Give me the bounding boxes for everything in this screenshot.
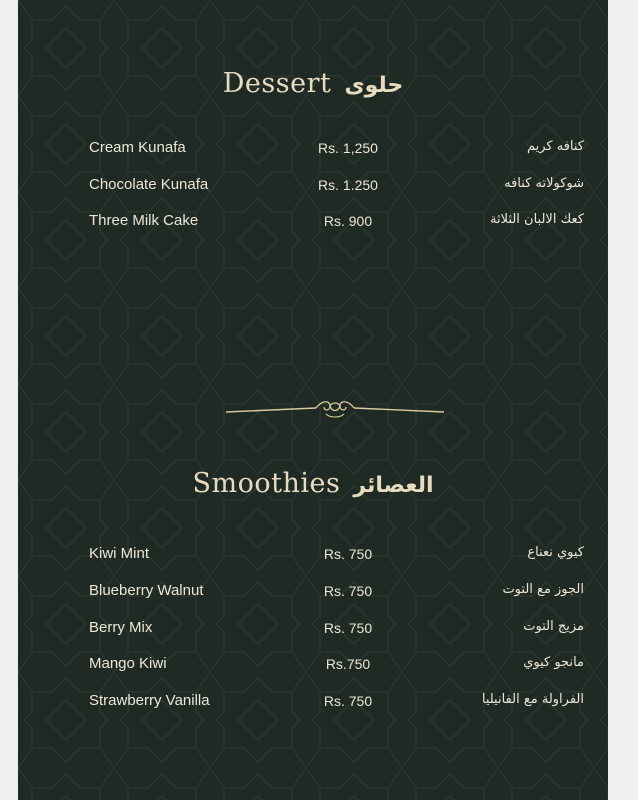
menu-item-row bbox=[18, 212, 608, 236]
menu-item-row bbox=[18, 582, 608, 606]
menu-item-row bbox=[18, 692, 608, 716]
menu-item-row bbox=[18, 545, 608, 569]
item-arabic-name: الفراولة مع الفانيليا bbox=[481, 692, 584, 707]
smoothies-title bbox=[18, 468, 608, 499]
item-name: Kiwi Mint bbox=[89, 545, 150, 562]
item-price: Rs.750 bbox=[325, 656, 371, 672]
menu-item-row bbox=[18, 176, 608, 200]
item-name: Blueberry Walnut bbox=[89, 582, 204, 599]
item-name: Mango Kiwi bbox=[89, 655, 167, 672]
menu-item-row bbox=[18, 655, 608, 679]
smoothies-title-en: Smoothies bbox=[192, 468, 341, 499]
item-price: Rs. 1.250 bbox=[318, 177, 378, 193]
item-price: Rs. 900 bbox=[323, 213, 373, 229]
item-arabic-name: كعك الالبان الثلاثة bbox=[490, 212, 584, 227]
ornament-divider bbox=[226, 396, 444, 420]
menu-item-row bbox=[18, 619, 608, 643]
item-arabic-name: كيوي نعناع bbox=[527, 545, 584, 560]
item-arabic-name: شوكولاته كنافه bbox=[504, 176, 584, 191]
item-name: Berry Mix bbox=[89, 619, 153, 636]
menu-item-row bbox=[18, 139, 608, 163]
item-name: Chocolate Kunafa bbox=[89, 176, 209, 193]
item-name: Three Milk Cake bbox=[89, 212, 199, 229]
footer-note-cropped bbox=[204, 790, 474, 800]
item-price: Rs. 750 bbox=[323, 583, 373, 599]
item-name: Cream Kunafa bbox=[89, 139, 186, 156]
item-name: Strawberry Vanilla bbox=[89, 692, 210, 709]
dessert-title-ar: حلوى bbox=[344, 73, 404, 98]
smoothies-title-ar: العصائر bbox=[353, 473, 434, 498]
dessert-title bbox=[18, 68, 608, 99]
item-arabic-name: مزيج التوت bbox=[523, 619, 584, 634]
item-price: Rs. 1,250 bbox=[318, 140, 378, 156]
item-arabic-name: الجوز مع التوت bbox=[502, 582, 584, 597]
item-price: Rs. 750 bbox=[323, 546, 373, 562]
item-arabic-name: كنافه كريم bbox=[526, 139, 584, 154]
item-price: Rs. 750 bbox=[323, 620, 373, 636]
item-price: Rs. 750 bbox=[323, 693, 373, 709]
dessert-title-en: Dessert bbox=[222, 68, 332, 99]
item-arabic-name: مانجو كيوي bbox=[523, 655, 584, 670]
menu-page bbox=[18, 0, 608, 800]
